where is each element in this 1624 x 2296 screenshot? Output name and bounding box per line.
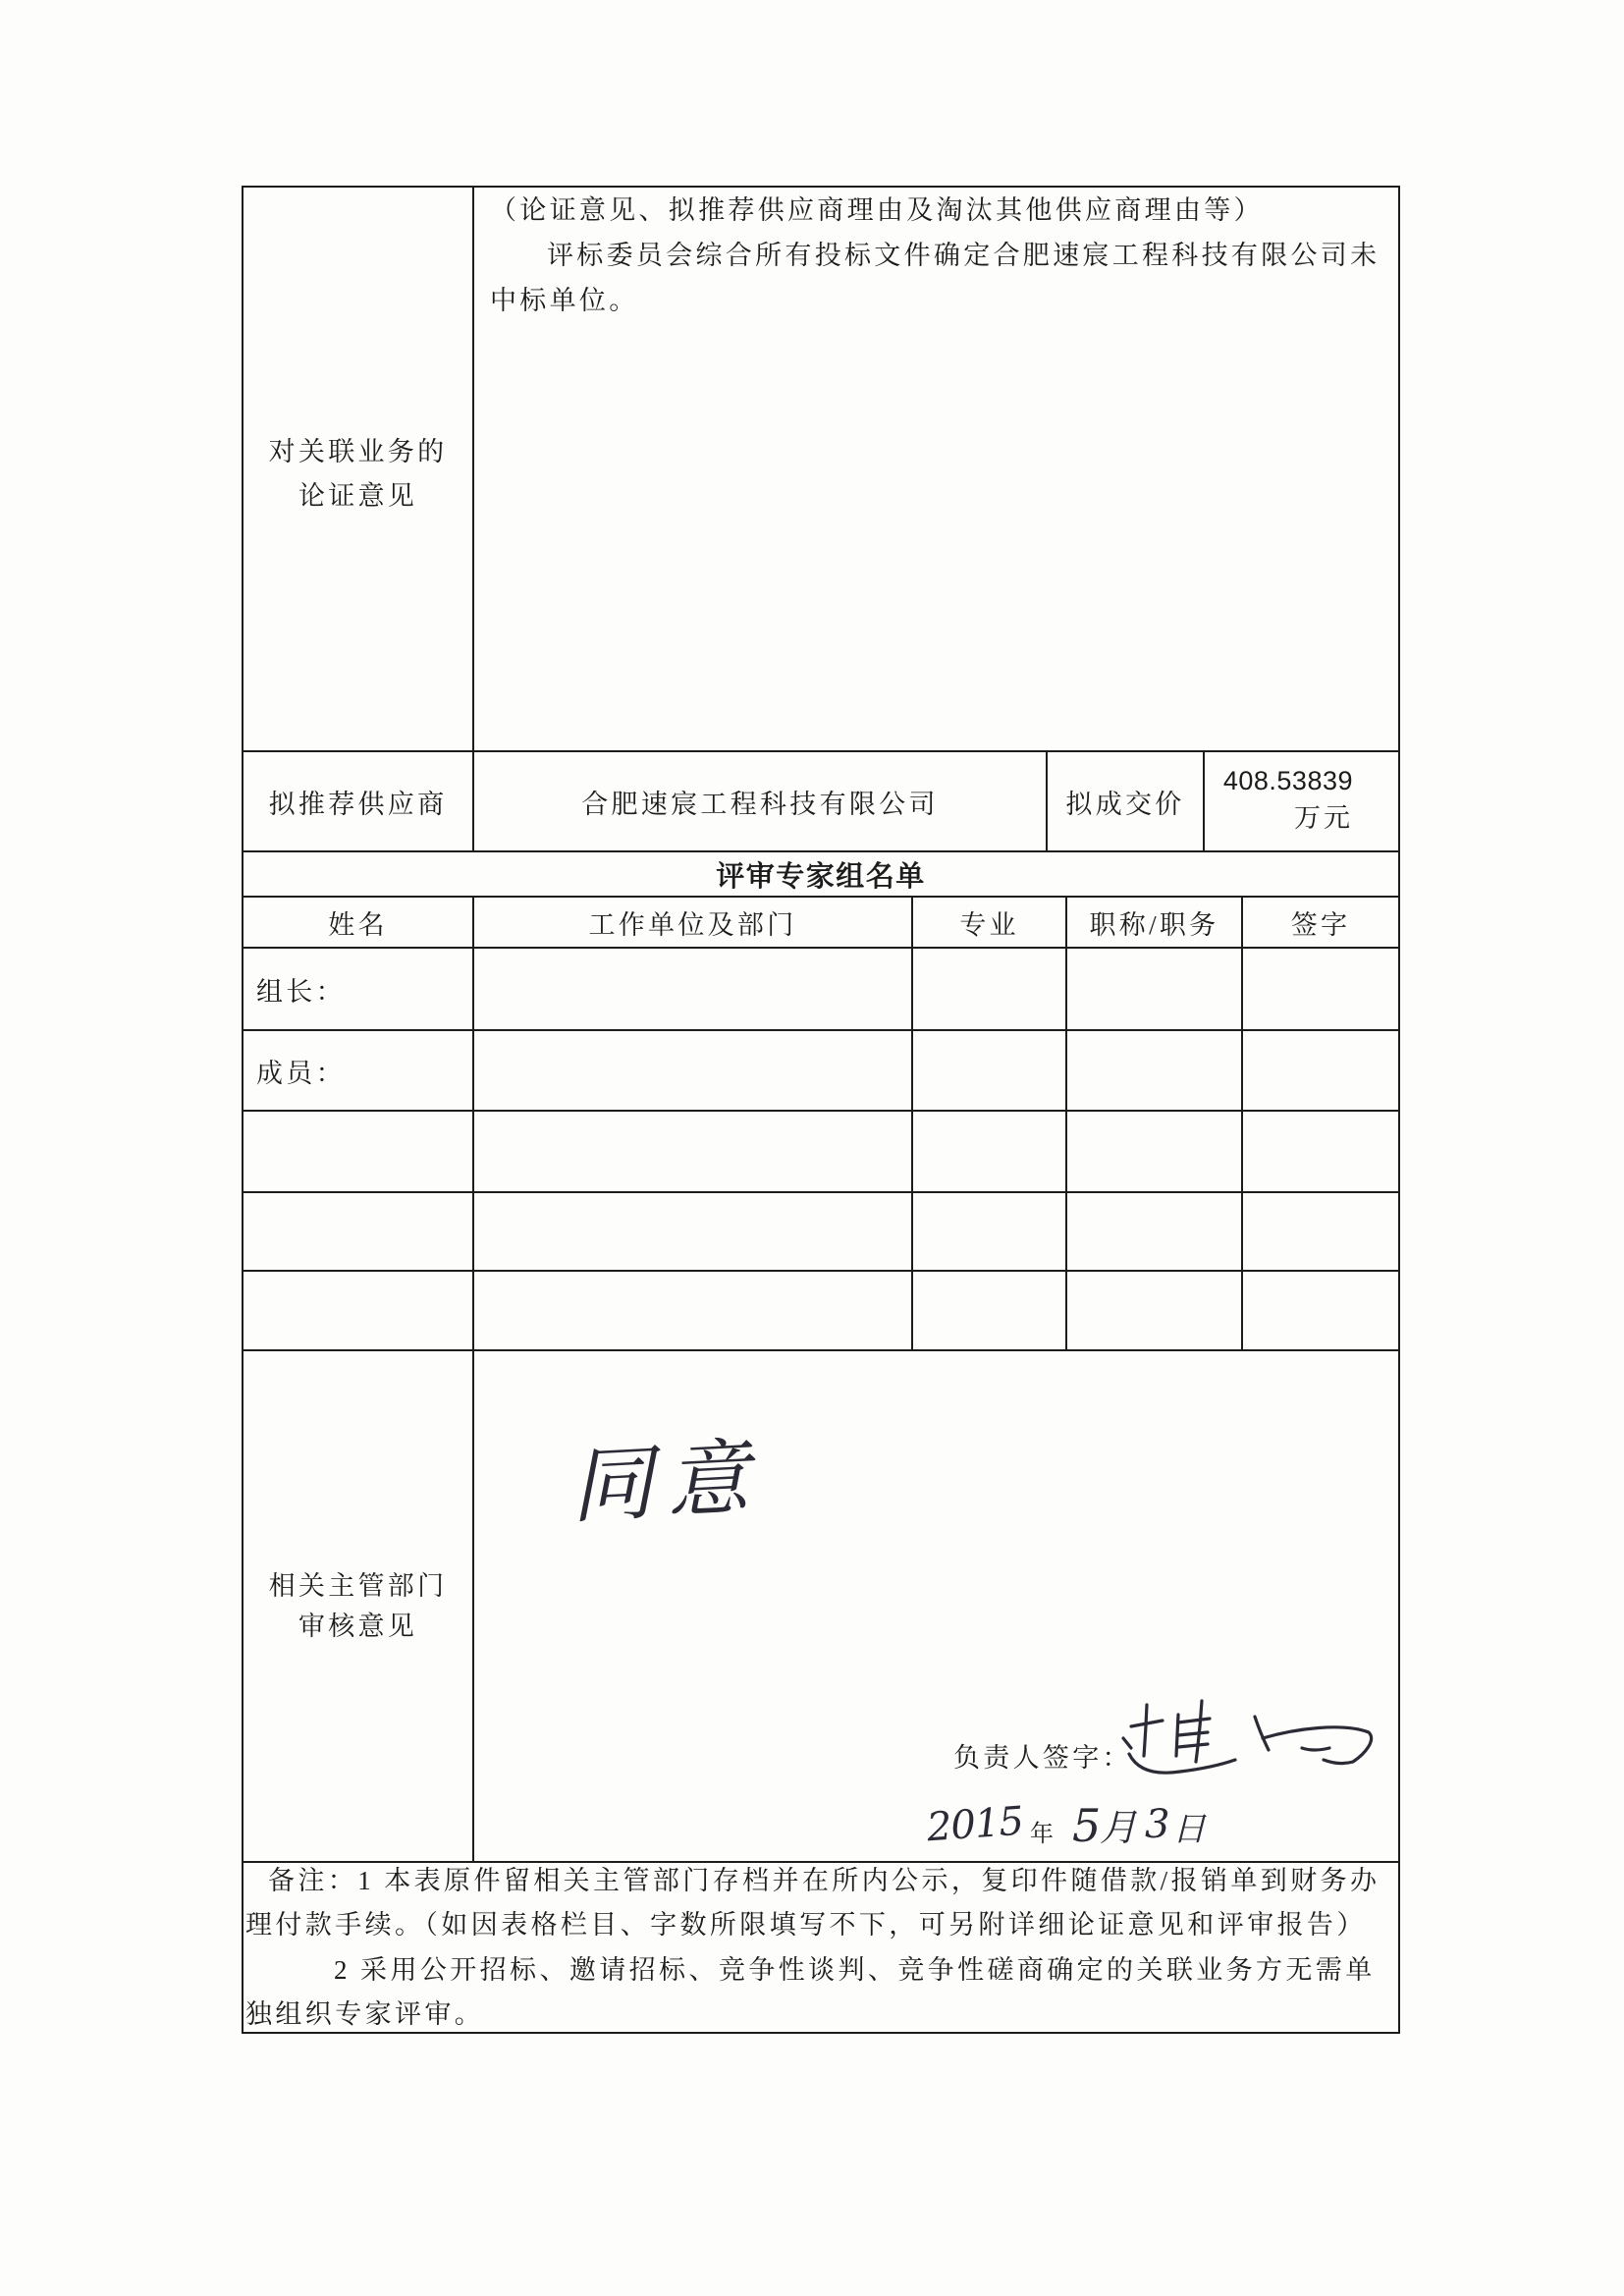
supplier-name-cell — [472, 752, 1046, 850]
review-label-line: 审核意见 — [298, 1611, 418, 1641]
review-content-cell — [472, 1351, 1398, 1861]
expert-specialty-cell — [911, 949, 1065, 1029]
expert-name-cell — [244, 1272, 472, 1349]
argument-content-cell — [472, 188, 1398, 750]
expert-name-cell — [244, 1112, 472, 1191]
expert-row — [244, 1191, 1398, 1270]
signature-stroke — [1196, 1701, 1202, 1762]
expert-signature-cell — [1241, 1112, 1398, 1191]
expert-title-cell — [1065, 1031, 1241, 1110]
expert-title-cell — [1065, 1112, 1241, 1191]
expert-work-unit-cell — [472, 1031, 911, 1110]
header-work-unit-cell — [472, 898, 911, 947]
expert-specialty-cell — [911, 1193, 1065, 1270]
price-unit: 万元 — [1294, 803, 1353, 833]
expert-work-unit-cell — [472, 1112, 911, 1191]
expert-panel-title-cell — [244, 852, 1398, 896]
signature-stroke — [1123, 1738, 1131, 1748]
date-month: 5 — [1072, 1799, 1102, 1852]
signature-stroke — [1144, 1705, 1147, 1756]
argument-body-line: 中标单位。 — [490, 286, 639, 315]
price-label: 拟成交价 — [1065, 789, 1185, 819]
review-label-line: 相关主管部门 — [268, 1570, 448, 1601]
expert-role-label: 成员： — [256, 1058, 346, 1088]
expert-title-cell — [1065, 1272, 1241, 1349]
expert-row — [244, 1029, 1398, 1110]
expert-specialty-cell — [911, 1031, 1065, 1110]
notes-line: 备注：1 本表原件留相关主管部门存档并在所内公示，复印件随借款/报销单到财务办 — [268, 1866, 1380, 1895]
argument-body-line: 评标委员会综合所有投标文件确定合肥速宸工程科技有限公司未 — [547, 241, 1380, 270]
review-form-table — [242, 186, 1400, 2034]
review-label-cell — [244, 1351, 472, 1861]
notes-line: 2 采用公开招标、邀请招标、竞争性谈判、竞争性磋商确定的关联业务方无需单 — [334, 1955, 1376, 1985]
expert-signature-cell — [1241, 1272, 1398, 1349]
expert-signature-cell — [1241, 1031, 1398, 1110]
expert-signature-cell — [1241, 1193, 1398, 1270]
column-header-name: 姓名 — [328, 909, 388, 940]
price-value-cell — [1203, 752, 1398, 850]
supplier-label: 拟推荐供应商 — [268, 789, 448, 819]
argument-hint: （论证意见、拟推荐供应商理由及淘汰其他供应商理由等） — [490, 195, 1264, 225]
date-month-label: 月 — [1100, 1806, 1138, 1849]
price-block — [1223, 764, 1353, 837]
signature-stroke — [1178, 1719, 1210, 1747]
expert-panel-title: 评审专家组名单 — [716, 860, 926, 893]
header-title-cell — [1065, 898, 1241, 947]
expert-work-unit-cell — [472, 949, 911, 1029]
notes-line: 独组织专家评审。 — [245, 1999, 485, 2029]
handwritten-opinion: 同意 — [568, 1428, 766, 1535]
argument-row — [244, 188, 1398, 750]
date-day: 3 — [1145, 1802, 1170, 1847]
expert-work-unit-cell — [472, 1193, 911, 1270]
notes-cell — [244, 1863, 1398, 2032]
argument-label-cell — [244, 188, 472, 750]
handwritten-signature — [1119, 1691, 1375, 1785]
supplier-name: 合肥速宸工程科技有限公司 — [581, 789, 939, 819]
expert-role-label: 组长： — [256, 976, 346, 1007]
date-day-label: 日 — [1172, 1810, 1206, 1849]
expert-name-cell — [244, 949, 472, 1029]
header-signature-cell — [1241, 898, 1398, 947]
expert-name-cell — [244, 1193, 472, 1270]
supplier-row — [244, 750, 1398, 850]
notes-row — [244, 1861, 1398, 2032]
date-year: 2015 — [925, 1798, 1025, 1851]
price-value: 408.53839 — [1222, 766, 1353, 795]
signer-label: 负责人签字： — [953, 1743, 1132, 1773]
notes-line: 理付款手续。（如因表格栏目、字数所限填写不下，可另附详细论证意见和评审报告） — [245, 1910, 1367, 1940]
expert-row — [244, 1270, 1398, 1349]
argument-label-line: 论证意见 — [298, 480, 418, 511]
review-row — [244, 1349, 1398, 1861]
signature-stroke — [1255, 1717, 1269, 1750]
expert-specialty-cell — [911, 1112, 1065, 1191]
expert-specialty-cell — [911, 1272, 1065, 1349]
date-year-label: 年 — [1030, 1822, 1054, 1847]
column-header-work-unit: 工作单位及部门 — [588, 909, 797, 940]
expert-title-cell — [1065, 949, 1241, 1029]
supplier-label-cell — [244, 752, 472, 850]
expert-work-unit-cell — [472, 1272, 911, 1349]
column-header-title: 职称/职务 — [1089, 909, 1219, 940]
signature-stroke — [1263, 1727, 1372, 1764]
argument-text-block — [490, 188, 1380, 323]
price-label-cell — [1046, 752, 1203, 850]
expert-header-row — [244, 896, 1398, 947]
expert-signature-cell — [1241, 949, 1398, 1029]
column-header-specialty: 专业 — [959, 909, 1019, 940]
expert-panel-title-row — [244, 850, 1398, 896]
expert-name-cell — [244, 1031, 472, 1110]
expert-row — [244, 947, 1398, 1029]
argument-label-line: 对关联业务的 — [268, 436, 448, 466]
header-name-cell — [244, 898, 472, 947]
column-header-signature: 签字 — [1290, 909, 1351, 940]
expert-title-cell — [1065, 1193, 1241, 1270]
signature-stroke — [1302, 1748, 1329, 1750]
expert-row — [244, 1110, 1398, 1191]
header-specialty-cell — [911, 898, 1065, 947]
